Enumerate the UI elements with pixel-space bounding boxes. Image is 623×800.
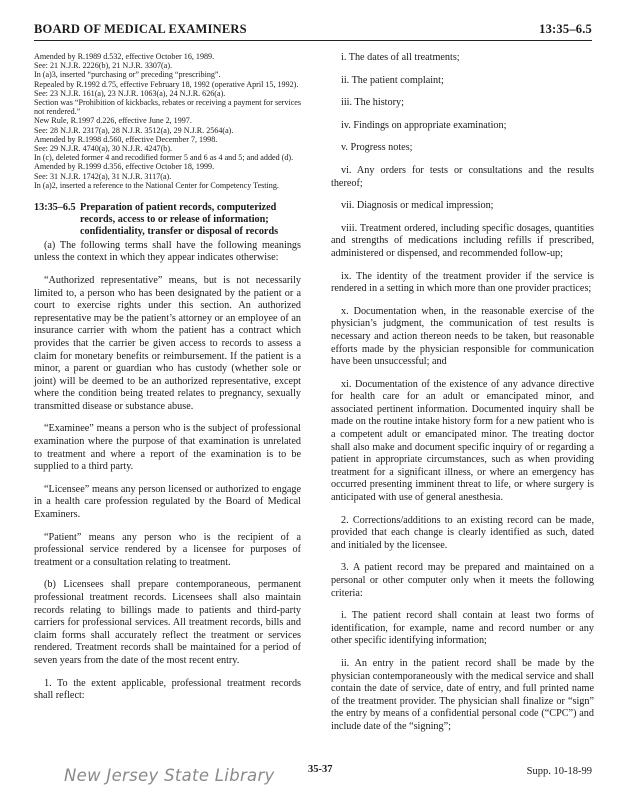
history-line: See: 21 N.J.R. 2226(b), 21 N.J.R. 3307(a). bbox=[34, 61, 173, 71]
paragraph: 1. To the extent applicable, professional treatment records shall reflect: bbox=[34, 677, 301, 702]
list-item: vi. Any orders for tests or consultations and the results thereof; bbox=[331, 164, 594, 189]
list-item: iii. The history; bbox=[341, 97, 404, 109]
history-line: In (a)3, inserted “purchasing or” preceding “prescribing”. bbox=[34, 70, 221, 80]
paragraph: “Licensee” means any person licensed or authorized to engage in a health care profession regulated by the Board of Medical Examiners. bbox=[34, 483, 301, 521]
page-number: 35-37 bbox=[308, 764, 333, 775]
left-column bbox=[34, 52, 301, 713]
list-item: i. The patient record shall contain at least two forms of identification, for example, name and record number or any other specific identifying information; bbox=[331, 610, 594, 647]
running-header bbox=[34, 22, 592, 40]
list-item: ii. An entry in the patient record shall be made by the physician contemporaneously with the medical service and shall contain the date of service, date of entry, and full printed name of the treatment provider. The physician shall finalize or “sign” the entry by means of a confidential personal code (“CPC”) and include date of the “signing”; bbox=[331, 657, 594, 732]
list-item: x. Documentation when, in the reasonable exercise of the physician’s judgment, the communication of test results is necessary and action thereon needs to be taken, but reasonable efforts made by the physician responsible for communication have been unsuccessful; and bbox=[331, 305, 594, 368]
history-line: Amended by R.1989 d.532, effective October 16, 1989. bbox=[34, 52, 215, 61]
list-item: viii. Treatment ordered, including specific dosages, quantities and strengths of medications including refills if prescribed, administered or dispensed, and recommended follow-up; bbox=[331, 222, 594, 259]
history-line: Repealed by R.1992 d.75, effective February 18, 1992 (operative April 15, 1992). bbox=[34, 79, 299, 89]
history-line: Section was “Prohibition of kickbacks, rebates or receiving a payment for services not rendered.” bbox=[34, 98, 302, 117]
section-title: Preparation of patient records, computerized records, access to or release of information; confidentiality, transfer or disposal of records bbox=[80, 202, 279, 237]
history-notes bbox=[34, 52, 301, 190]
history-line: Amended by R.1998 d.560, effective December 7, 1998. bbox=[34, 134, 218, 144]
header-section-number: 13:35–6.5 bbox=[539, 22, 592, 36]
section-number: 13:35–6.5 bbox=[34, 202, 76, 214]
history-line: See: 29 N.J.R. 4740(a), 30 N.J.R. 4247(b). bbox=[34, 144, 173, 154]
header-rule bbox=[34, 40, 592, 41]
history-line: See: 28 N.J.R. 2317(a), 28 N.J.R. 3512(a), 29 N.J.R. 2564(a). bbox=[34, 125, 234, 135]
paragraph: “Examinee” means a person who is the subject of professional examination where the purpose of that examination is unrelated to treatment and where a report of the examination is to be supplied to a third party. bbox=[34, 423, 301, 473]
right-column bbox=[331, 52, 594, 744]
paragraph: “Authorized representative” means, but is not necessarily limited to, a person who has been designated by the patient or a court to exercise rights under this section. An authorized representative may be the patient’s attorney or an employee of an insurance carrier with whom the patient has a contract which provides that the carrier be given access to records to assess a claim for monetary benefits or reimbursement. If the patient is a minor, a parent or guardian who has custody (whether sole or joint) will be deemed to be an authorized representative, except where the condition being treated relates to pregnancy, sexually transmitted disease or substance abuse. bbox=[34, 274, 301, 412]
paragraph: 3. A patient record may be prepared and maintained on a personal or other computer only when it meets the following criteria: bbox=[331, 562, 594, 599]
history-line: In (a)2, inserted a reference to the National Center for Competency Testing. bbox=[34, 180, 279, 190]
list-item: xi. Documentation of the existence of any advance directive for health care for an adult or emancipated minor, and associated pertinent information. Documented inquiry shall be made on the routine intake history form for a new patient who is a competent adult or emancipated minor. The treating doctor shall also make and document specific inquiry of or regarding a patient in appropriate circumstances, such as when providing treatment for a significant illness, or where an emergency has occurred presenting imminent threat to life, or where surgery is anticipated with use of general anesthesia. bbox=[331, 378, 594, 504]
list-item: ii. The patient complaint; bbox=[341, 74, 444, 86]
section-heading bbox=[34, 202, 301, 238]
paragraph: (a) The following terms shall have the following meanings unless the context in which they appear indicates otherwise: bbox=[34, 239, 301, 264]
list-item: i. The dates of all treatments; bbox=[341, 52, 460, 63]
list-item: v. Progress notes; bbox=[341, 142, 413, 154]
history-line: Amended by R.1999 d.356, effective October 18, 1999. bbox=[34, 162, 215, 172]
paragraph: (b) Licensees shall prepare contemporaneous, permanent professional treatment records. Licensees shall also maintain records relating to billings made to patients and third-party carriers for professional services. All treatment records, bills and claim forms shall accurately reflect the treatment or services rendered. Treatment records shall be maintained for a period of seven years from the date of the most recent entry. bbox=[34, 579, 301, 666]
history-line: In (c), deleted former 4 and recodified former 5 and 6 as 4 and 5; and added (d). bbox=[34, 153, 294, 163]
list-item: ix. The identity of the treatment provider if the service is rendered in a setting in which more than one provider practices; bbox=[331, 270, 594, 295]
paragraph: “Patient” means any person who is the recipient of a professional service rendered by a licensee for purposes of treatment or a consultation relating to treatment. bbox=[34, 531, 301, 568]
history-line: See: 23 N.J.R. 161(a), 23 N.J.R. 1063(a), 24 N.J.R. 626(a). bbox=[34, 88, 226, 98]
paragraph: 2. Corrections/additions to an existing record can be made, provided that each change is clearly identified as such, dated and initialed by the licensee. bbox=[331, 514, 594, 551]
list-item: iv. Findings on appropriate examination; bbox=[341, 119, 507, 131]
list-item: vii. Diagnosis or medical impression; bbox=[341, 200, 494, 212]
header-title: BOARD OF MEDICAL EXAMINERS bbox=[34, 22, 247, 36]
history-line: See: 31 N.J.R. 1742(a), 31 N.J.R. 3117(a). bbox=[34, 171, 172, 181]
library-watermark: New Jersey State Library bbox=[64, 766, 275, 785]
page-footer bbox=[34, 760, 592, 784]
history-line: New Rule, R.1997 d.226, effective June 2, 1997. bbox=[34, 116, 192, 126]
supplement-date: Supp. 10-18-99 bbox=[526, 766, 592, 777]
